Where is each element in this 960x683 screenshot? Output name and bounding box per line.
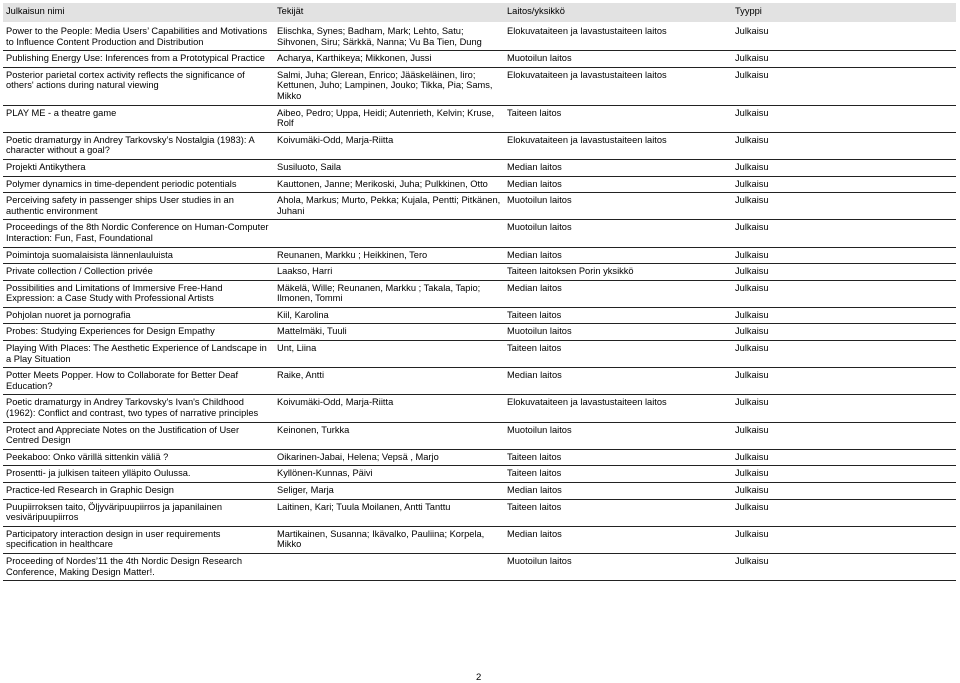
- cell-name: Potter Meets Popper. How to Collaborate for Better Deaf Education?: [3, 368, 274, 395]
- table-row: [3, 483, 956, 500]
- cell-unit: Elokuvataiteen ja lavastustaiteen laitos: [504, 395, 732, 422]
- cell-type: Julkaisu: [732, 553, 956, 580]
- table-row: [3, 422, 956, 449]
- cell-name: Poetic dramaturgy in Andrey Tarkovsky's Ivan's Childhood (1962): Conflict and contrast, two types of narrative principles: [3, 395, 274, 422]
- cell-authors: Laakso, Harri: [274, 264, 504, 281]
- cell-unit: Median laitos: [504, 526, 732, 553]
- cell-unit: Median laitos: [504, 247, 732, 264]
- page-number: 2: [476, 672, 482, 683]
- cell-name: Poimintoja suomalaisista lännenlauluista: [3, 247, 274, 264]
- header-type: Tyyppi: [732, 3, 956, 22]
- header-name: Julkaisun nimi: [3, 3, 274, 22]
- cell-name: Publishing Energy Use: Inferences from a Prototypical Practice: [3, 51, 274, 68]
- table-row: [3, 247, 956, 264]
- cell-type: Julkaisu: [732, 132, 956, 159]
- cell-authors: [274, 220, 504, 247]
- table-row: [3, 132, 956, 159]
- cell-name: Puupiirroksen taito, Öljyväripuupiirros ja japanilainen vesiväripuupiirros: [3, 499, 274, 526]
- cell-authors: Seliger, Marja: [274, 483, 504, 500]
- cell-type: Julkaisu: [732, 526, 956, 553]
- cell-unit: Elokuvataiteen ja lavastustaiteen laitos: [504, 24, 732, 51]
- cell-type: Julkaisu: [732, 368, 956, 395]
- table-row: [3, 105, 956, 132]
- cell-unit: Muotoilun laitos: [504, 220, 732, 247]
- table-row: [3, 395, 956, 422]
- table-row: [3, 449, 956, 466]
- table-row: [3, 341, 956, 368]
- cell-name: Private collection / Collection privée: [3, 264, 274, 281]
- cell-name: Pohjolan nuoret ja pornografia: [3, 307, 274, 324]
- cell-unit: Elokuvataiteen ja lavastustaiteen laitos: [504, 67, 732, 105]
- cell-name: Posterior parietal cortex activity reflects the significance of others' actions during natural viewing: [3, 67, 274, 105]
- table-row: [3, 220, 956, 247]
- cell-name: Participatory interaction design in user requirements specification in healthcare: [3, 526, 274, 553]
- cell-name: Playing With Places: The Aesthetic Experience of Landscape in a Play Situation: [3, 341, 274, 368]
- cell-authors: Kiil, Karolina: [274, 307, 504, 324]
- cell-authors: Oikarinen-Jabai, Helena; Vepsä , Marjo: [274, 449, 504, 466]
- header-unit: Laitos/yksikkö: [504, 3, 732, 22]
- cell-type: Julkaisu: [732, 159, 956, 176]
- cell-type: Julkaisu: [732, 449, 956, 466]
- cell-unit: Taiteen laitos: [504, 449, 732, 466]
- cell-type: Julkaisu: [732, 264, 956, 281]
- cell-unit: Muotoilun laitos: [504, 51, 732, 68]
- table-body: [3, 22, 956, 581]
- table-row: [3, 526, 956, 553]
- cell-name: PLAY ME - a theatre game: [3, 105, 274, 132]
- header-row: [3, 3, 956, 22]
- cell-authors: Susiluoto, Saila: [274, 159, 504, 176]
- cell-unit: Median laitos: [504, 280, 732, 307]
- cell-type: Julkaisu: [732, 67, 956, 105]
- cell-unit: Taiteen laitos: [504, 341, 732, 368]
- cell-authors: Salmi, Juha; Glerean, Enrico; Jääskeläinen, Iiro; Kettunen, Juho; Lampinen, Jouko; Tikka, Pia; Sams, Mikko: [274, 67, 504, 105]
- table-row: [3, 159, 956, 176]
- cell-name: Power to the People: Media Users’ Capabilities and Motivations to Influence Content Production and Distribution: [3, 24, 274, 51]
- cell-name: Proceedings of the 8th Nordic Conference on Human-Computer Interaction: Fun, Fast, Foundational: [3, 220, 274, 247]
- cell-authors: Kyllönen-Kunnas, Päivi: [274, 466, 504, 483]
- cell-authors: Koivumäki-Odd, Marja-Riitta: [274, 132, 504, 159]
- cell-unit: Median laitos: [504, 176, 732, 193]
- cell-type: Julkaisu: [732, 499, 956, 526]
- table-row: [3, 193, 956, 220]
- cell-unit: Muotoilun laitos: [504, 422, 732, 449]
- cell-authors: Elischka, Synes; Badham, Mark; Lehto, Satu; Sihvonen, Siru; Särkkä, Nanna; Vu Ba Tien, Dung: [274, 24, 504, 51]
- cell-name: Prosentti- ja julkisen taiteen ylläpito Oulussa.: [3, 466, 274, 483]
- cell-unit: Taiteen laitos: [504, 466, 732, 483]
- cell-type: Julkaisu: [732, 466, 956, 483]
- cell-name: Practice-led Research in Graphic Design: [3, 483, 274, 500]
- table-row: [3, 176, 956, 193]
- cell-unit: Muotoilun laitos: [504, 553, 732, 580]
- table-row: [3, 324, 956, 341]
- cell-name: Proceeding of Nordes’11 the 4th Nordic Design Research Conference, Making Design Matter!.: [3, 553, 274, 580]
- table-row: [3, 24, 956, 51]
- cell-type: Julkaisu: [732, 176, 956, 193]
- table-row: [3, 264, 956, 281]
- cell-authors: Ahola, Markus; Murto, Pekka; Kujala, Pentti; Pitkänen, Juhani: [274, 193, 504, 220]
- cell-type: Julkaisu: [732, 422, 956, 449]
- cell-name: Probes: Studying Experiences for Design Empathy: [3, 324, 274, 341]
- table-row: [3, 466, 956, 483]
- cell-authors: Laitinen, Kari; Tuula Moilanen, Antti Tanttu: [274, 499, 504, 526]
- cell-type: Julkaisu: [732, 307, 956, 324]
- cell-name: Peekaboo: Onko värillä sittenkin väliä ?: [3, 449, 274, 466]
- cell-unit: Taiteen laitoksen Porin yksikkö: [504, 264, 732, 281]
- cell-unit: Muotoilun laitos: [504, 193, 732, 220]
- cell-name: Polymer dynamics in time-dependent periodic potentials: [3, 176, 274, 193]
- cell-type: Julkaisu: [732, 341, 956, 368]
- cell-authors: Martikainen, Susanna; Ikävalko, Pauliina; Korpela, Mikko: [274, 526, 504, 553]
- cell-authors: Aibeo, Pedro; Uppa, Heidi; Autenrieth, Kelvin; Kruse, Rolf: [274, 105, 504, 132]
- cell-authors: Raike, Antti: [274, 368, 504, 395]
- cell-name: Possibilities and Limitations of Immersive Free-Hand Expression: a Case Study with Professional Artists: [3, 280, 274, 307]
- cell-authors: Mäkelä, Wille; Reunanen, Markku ; Takala, Tapio; Ilmonen, Tommi: [274, 280, 504, 307]
- cell-name: Projekti Antikythera: [3, 159, 274, 176]
- table-row: [3, 51, 956, 68]
- cell-unit: Taiteen laitos: [504, 499, 732, 526]
- cell-unit: Muotoilun laitos: [504, 324, 732, 341]
- cell-type: Julkaisu: [732, 105, 956, 132]
- cell-unit: Median laitos: [504, 159, 732, 176]
- cell-authors: Koivumäki-Odd, Marja-Riitta: [274, 395, 504, 422]
- cell-type: Julkaisu: [732, 247, 956, 264]
- cell-type: Julkaisu: [732, 24, 956, 51]
- header-authors: Tekijät: [274, 3, 504, 22]
- table-row: [3, 280, 956, 307]
- cell-authors: Reunanen, Markku ; Heikkinen, Tero: [274, 247, 504, 264]
- cell-name: Poetic dramaturgy in Andrey Tarkovsky’s Nostalgia (1983): A character without a goal?: [3, 132, 274, 159]
- cell-unit: Elokuvataiteen ja lavastustaiteen laitos: [504, 132, 732, 159]
- cell-authors: [274, 553, 504, 580]
- cell-unit: Taiteen laitos: [504, 307, 732, 324]
- cell-authors: Kauttonen, Janne; Merikoski, Juha; Pulkkinen, Otto: [274, 176, 504, 193]
- cell-type: Julkaisu: [732, 324, 956, 341]
- cell-type: Julkaisu: [732, 483, 956, 500]
- cell-authors: Unt, Liina: [274, 341, 504, 368]
- cell-type: Julkaisu: [732, 51, 956, 68]
- table-row: [3, 368, 956, 395]
- table-row: [3, 67, 956, 105]
- table-row: [3, 307, 956, 324]
- cell-name: Protect and Appreciate Notes on the Justification of User Centred Design: [3, 422, 274, 449]
- cell-unit: Taiteen laitos: [504, 105, 732, 132]
- table-row: [3, 499, 956, 526]
- cell-type: Julkaisu: [732, 220, 956, 247]
- cell-authors: Acharya, Karthikeya; Mikkonen, Jussi: [274, 51, 504, 68]
- cell-authors: Keinonen, Turkka: [274, 422, 504, 449]
- table-row: [3, 553, 956, 580]
- cell-unit: Median laitos: [504, 483, 732, 500]
- cell-unit: Median laitos: [504, 368, 732, 395]
- cell-type: Julkaisu: [732, 280, 956, 307]
- cell-type: Julkaisu: [732, 193, 956, 220]
- cell-name: Perceiving safety in passenger ships User studies in an authentic environment: [3, 193, 274, 220]
- cell-authors: Mattelmäki, Tuuli: [274, 324, 504, 341]
- cell-type: Julkaisu: [732, 395, 956, 422]
- publications-table: [3, 3, 956, 581]
